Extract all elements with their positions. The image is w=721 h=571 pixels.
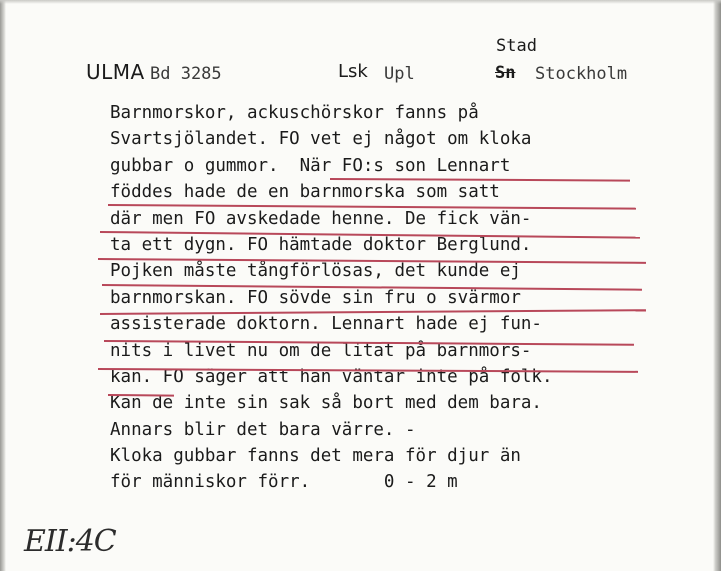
province-value: Upl [384,64,415,84]
text-line: Barnmorskor, ackuschörskor fanns på [110,103,479,123]
province-label: Lsk [338,61,368,82]
text-line: Annars blir det bara värre. - [110,419,416,440]
text-line: Svartsjölandet. FO vet ej något om kloka [110,129,532,150]
card-top-edge [0,0,721,4]
text-line: föddes hade de en barnmorska som satt [110,182,500,203]
text-line: nits i livet nu om de litat på barnmors- [110,340,532,361]
text-line: för människor förr. 0 - 2 m [110,472,458,493]
text-line: barnmorskan. FO sövde sin fru o svärmor [110,287,521,308]
text-line: assisterade doktorn. Lennart hade ej fun- [110,314,542,335]
place-type-label: Stad [496,36,537,56]
corner-signature-mark: EII:4C [24,524,116,559]
archive-code: ULMA [86,60,145,84]
text-line: kan. FO säger att han väntar inte på folk. [110,366,553,387]
text-line: gubbar o gummor. När FO:s son Lennart [110,155,511,176]
text-line: Kloka gubbar fanns det mera för djur än [110,446,521,467]
place-value: Stockholm [535,64,628,84]
text-line: ta ett dygn. FO hämtade doktor Berglund. [110,234,532,255]
text-line: där men FO avskedade henne. De fick vän- [110,208,532,229]
card-left-edge [0,0,6,571]
text-line: Kan de inte sin sak så bort med dem bara. [110,393,542,414]
card-right-edge [713,0,721,571]
card-body-text [110,100,700,496]
volume-number: Bd 3285 [150,64,222,84]
text-line: Pojken måste tångförlösas, det kunde ej [110,261,521,282]
place-type-struck: Sn [495,63,516,83]
